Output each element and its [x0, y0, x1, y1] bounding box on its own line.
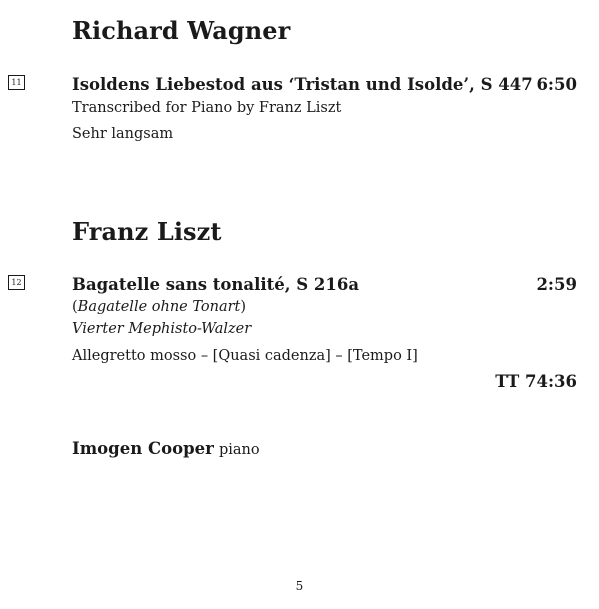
alt-title-paren-close: ) — [240, 299, 247, 315]
total-time: TT 74:36 — [495, 372, 577, 391]
track-tempo: Sehr langsam — [72, 126, 174, 142]
track-alt-title — [72, 299, 246, 315]
alt-title-paren-open: ( — [72, 299, 78, 315]
alt-title-text: Bagatelle ohne Tonart — [77, 299, 241, 315]
track-tempo: Allegretto mosso – [Quasi cadenza] – [Tempo I] — [72, 348, 418, 364]
track-title: Bagatelle sans tonalité, S 216a — [72, 275, 360, 294]
track-number-box: 11 — [8, 75, 25, 90]
performer-credit — [72, 439, 260, 458]
track-subtitle: Transcribed for Piano by Franz Liszt — [72, 100, 342, 116]
performer-instrument: piano — [218, 442, 260, 458]
composer-heading-liszt: Franz Liszt — [72, 217, 222, 246]
page-number: 5 — [295, 579, 304, 593]
track-title: Isoldens Liebestod aus ‘Tristan und Isolde’, S 447 — [72, 75, 533, 94]
track-number-box: 12 — [8, 275, 25, 290]
track-alt-title-2: Vierter Mephisto-Walzer — [72, 321, 252, 337]
performer-name: Imogen Cooper — [72, 439, 214, 458]
track-duration: 6:50 — [536, 75, 577, 94]
track-duration: 2:59 — [536, 275, 577, 294]
composer-heading-wagner: Richard Wagner — [72, 16, 291, 45]
